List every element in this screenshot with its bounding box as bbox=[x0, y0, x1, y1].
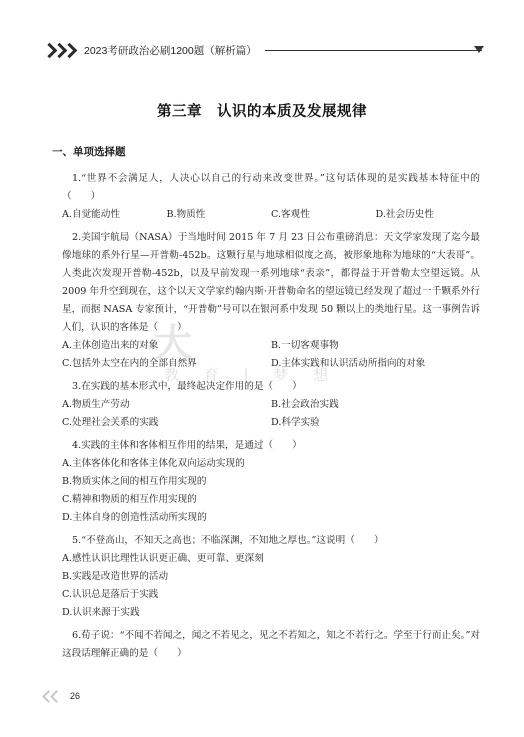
option-c: C.客观性 bbox=[271, 209, 310, 220]
book-title: 2023考研政治必刷1200题（解析篇） bbox=[84, 44, 257, 57]
question-stem: 6.荀子说：“不闻不若闻之，闻之不若见之，见之不若知之，知之不若行之。学至于行而止矣。”对这段话理解正确的是（ ） bbox=[62, 630, 480, 659]
option-d: D.主体实践和认识活动所指向的对象 bbox=[271, 358, 426, 369]
page-footer bbox=[44, 686, 80, 705]
watermark-bottom: 教 育 | 梦 想 bbox=[164, 366, 339, 384]
option-b: B.一切客观事物 bbox=[271, 340, 339, 351]
option-d: D.科学实验 bbox=[271, 417, 320, 428]
option-row bbox=[62, 206, 480, 224]
question-2 bbox=[62, 229, 480, 373]
option-row bbox=[62, 396, 480, 414]
question-stem: 2.美国宇航局（NASA）于当地时间 2015 年 7 月 23 日公布重磅消息：天文学家发现了迄今最像地球的系外行星—开普勒-452b。这颗行星与地球相似度之高，被形象地称为地球的“大表哥”。人类此次发现开普勒-452b，以及早前发现一系列地球“表亲”，都得益于开普勒太空望远镜。从 2009 年升空到现在，这个以天文学家约翰内斯·开普勒命名的望远镜已经发现了超过一千颗系外行星，而据 NASA 专家预计，“开普勒”号可以在银河系中发现 50 颗以上的类地行星。这一事例告诉人们，认识的客体是（ ） bbox=[62, 232, 481, 333]
page-header bbox=[44, 40, 482, 60]
option-c: C.包括外太空在内的全部自然界 bbox=[62, 358, 197, 369]
question-6 bbox=[62, 627, 480, 663]
option-b: B.物质性 bbox=[166, 209, 206, 220]
option-b: B.实践是改造世界的活动 bbox=[62, 571, 169, 582]
watermark-top: 大 bbox=[154, 321, 203, 365]
option-row bbox=[62, 355, 480, 373]
option-a: A.自觉能动性 bbox=[62, 209, 120, 220]
chevron-right-icon bbox=[44, 45, 74, 56]
chapter-title: 第三章 认识的本质及发展规律 bbox=[157, 104, 367, 120]
question-stem: 5.“不登高山，不知天之高也；不临深渊，不知地之厚也。”这说明（ ） bbox=[72, 535, 384, 546]
question-3 bbox=[62, 378, 480, 432]
option-a: A.主体客体化和客体主体化双向运动实现的 bbox=[62, 458, 245, 469]
page-number: 26 bbox=[70, 690, 81, 701]
question-list bbox=[62, 170, 480, 663]
option-d: D.认识来源于实践 bbox=[62, 607, 140, 618]
option-c: C.认识总是落后于实践 bbox=[62, 589, 159, 600]
option-b: B.物质实体之间的相互作用实现的 bbox=[62, 476, 207, 487]
option-c: C.处理社会关系的实践 bbox=[62, 417, 159, 428]
option-c: C.精神和物质的相互作用实现的 bbox=[62, 494, 197, 505]
option-row bbox=[62, 337, 480, 355]
option-a: A.主体创造出来的对象 bbox=[62, 340, 159, 351]
option-b: B.社会政治实践 bbox=[271, 399, 339, 410]
question-stem: 4.实践的主体和客体相互作用的结果，是通过（ ） bbox=[72, 440, 302, 451]
question-5 bbox=[62, 532, 480, 622]
option-row bbox=[62, 414, 480, 432]
header-rule bbox=[265, 50, 482, 51]
option-d: D.主体自身的创造性活动所实现的 bbox=[62, 512, 207, 523]
question-1 bbox=[62, 170, 480, 224]
option-a: A.感性认识比理性认识更正确、更可靠、更深刻 bbox=[62, 553, 264, 564]
section-title: 一、单项选择题 bbox=[52, 146, 126, 158]
option-a: A.物质生产劳动 bbox=[62, 399, 130, 410]
question-stem: 1.“世界不会满足人，人决心以自己的行动来改变世界。”这句话体现的是实践基本特征中的（ ） bbox=[62, 173, 480, 202]
question-stem: 3.在实践的基本形式中，最终起决定作用的是（ ） bbox=[72, 381, 302, 392]
question-4 bbox=[62, 437, 480, 527]
option-d: D.社会历史性 bbox=[375, 209, 434, 220]
chevron-left-icon bbox=[44, 686, 60, 705]
